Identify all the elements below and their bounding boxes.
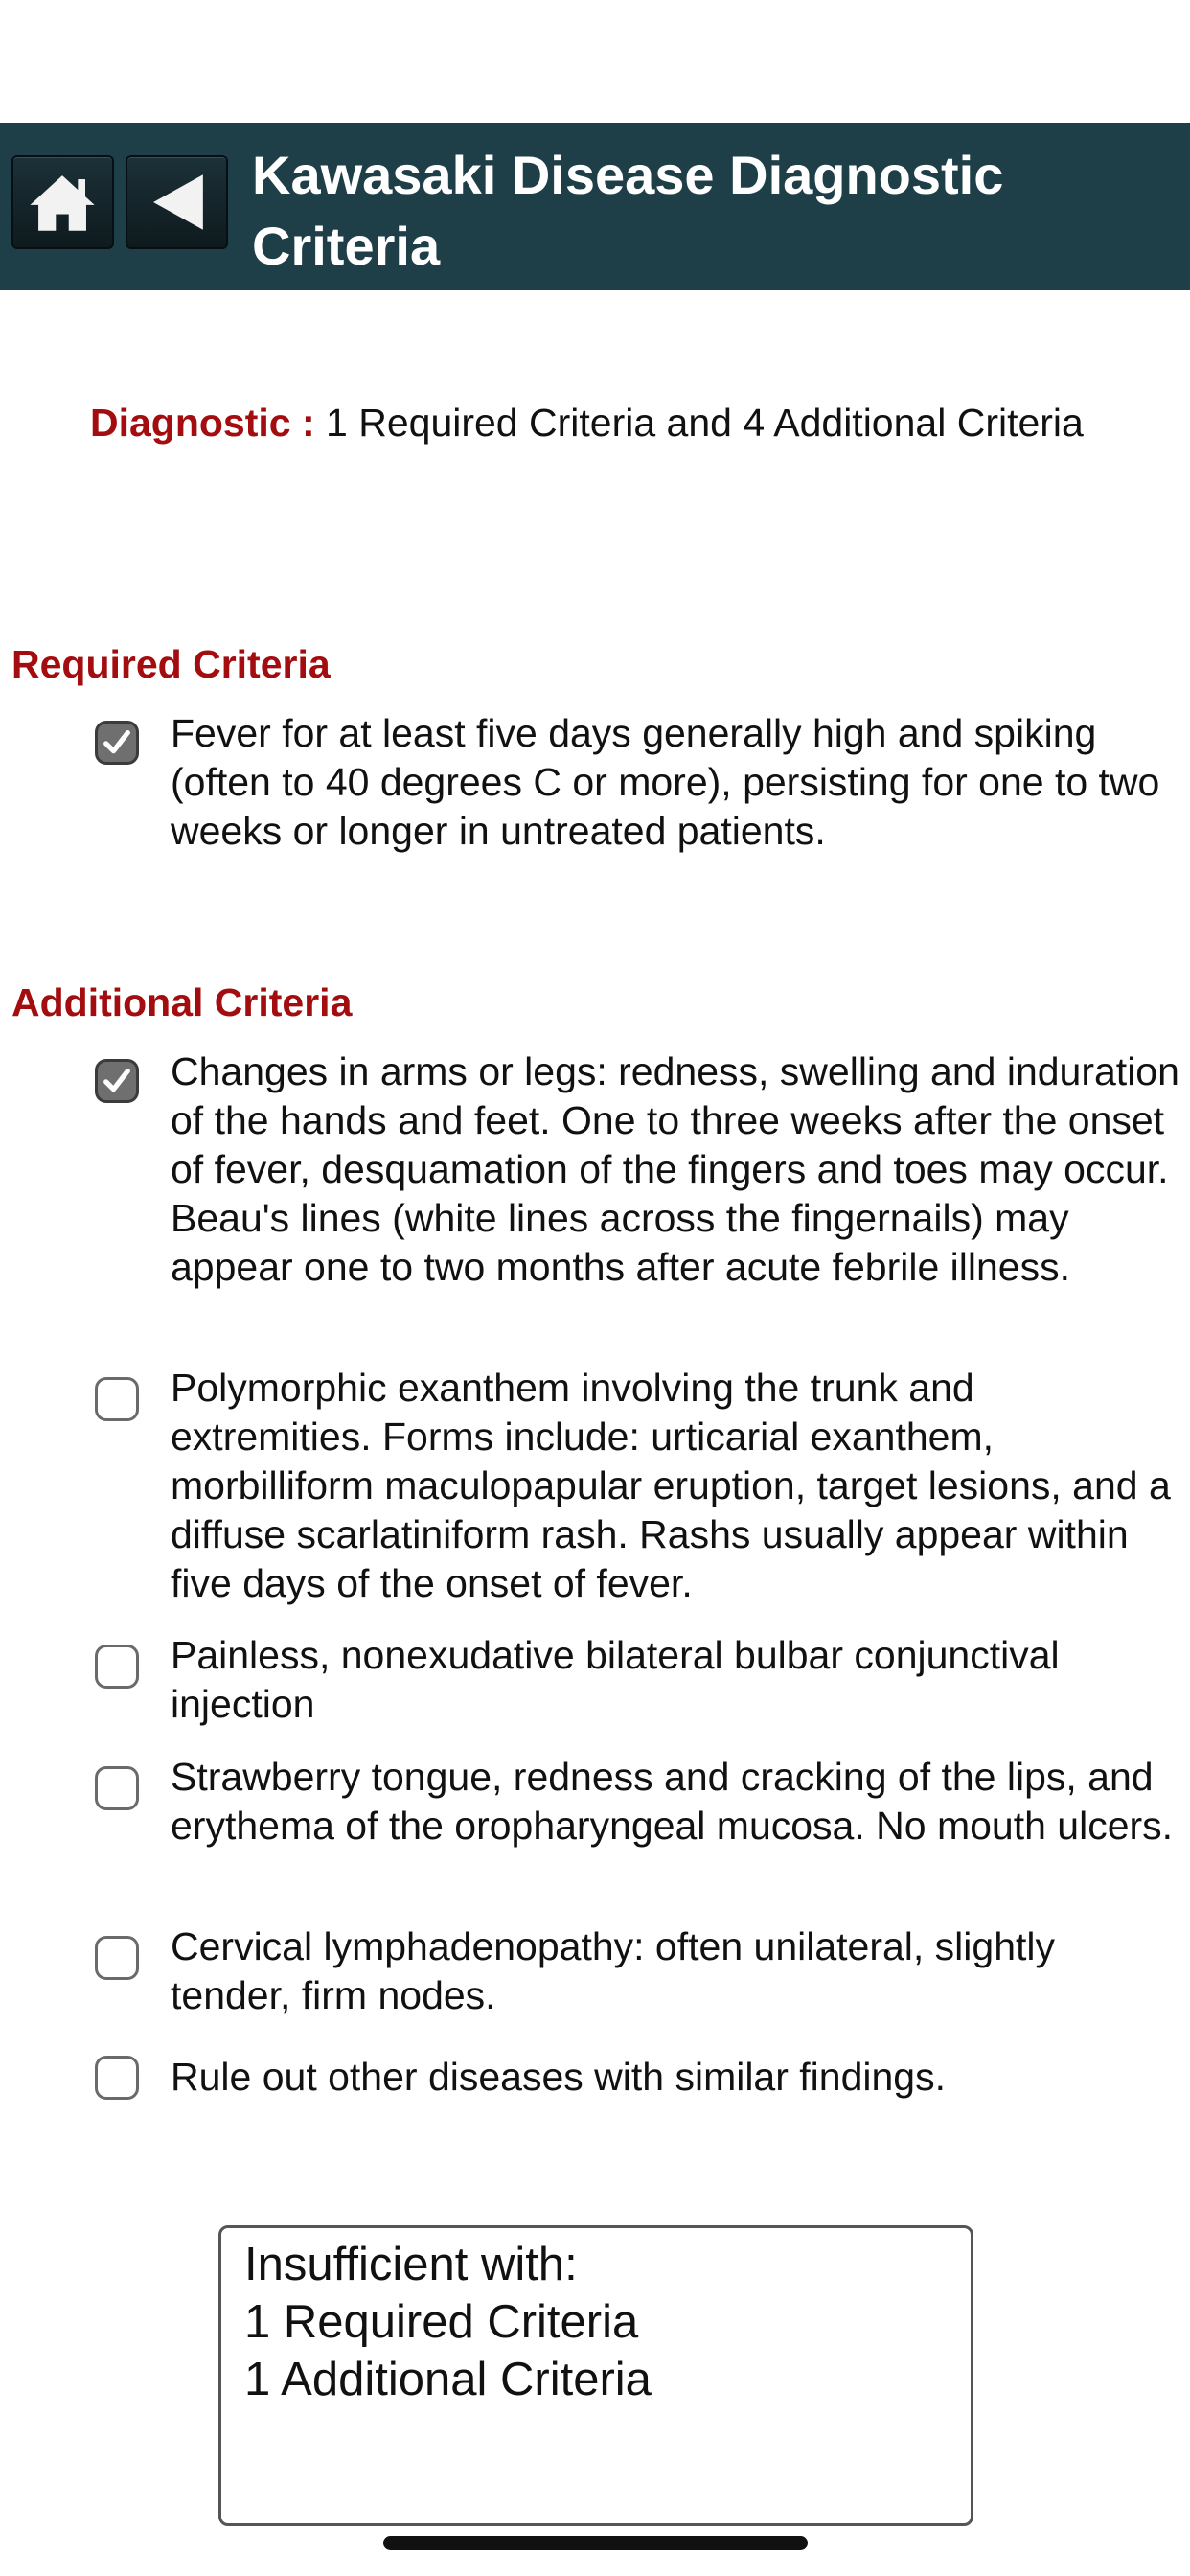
additional-criterion-checkbox[interactable]: [95, 1644, 139, 1689]
additional-criterion-checkbox[interactable]: [95, 1766, 139, 1810]
header-bar: [0, 123, 1190, 290]
additional-criterion-checkbox[interactable]: [95, 2056, 139, 2100]
home-indicator[interactable]: [383, 2536, 808, 2550]
required-criteria-heading: Required Criteria: [11, 642, 331, 686]
diagnostic-text: 1 Required Criteria and 4 Additional Criteria: [314, 401, 1084, 445]
criterion-text: Painless, nonexudative bilateral bulbar conjunctival injection: [171, 1633, 1060, 1726]
additional-criterion-checkbox[interactable]: [95, 1936, 139, 1980]
result-status: Insufficient with:: [244, 2239, 578, 2290]
home-icon: [13, 157, 112, 247]
additional-criterion-checkbox[interactable]: [95, 1059, 139, 1103]
checkmark-icon: [98, 724, 136, 762]
additional-criterion-checkbox[interactable]: [95, 1377, 139, 1421]
diagnostic-label: Diagnostic :: [90, 401, 315, 445]
back-arrow-icon: [127, 157, 226, 247]
result-additional-count: 1 Additional Criteria: [244, 2354, 652, 2405]
criterion-text: Rule out other diseases with similar findings.: [171, 2055, 946, 2099]
page-title: Kawasaki Disease Diagnostic Criteria: [252, 145, 1004, 276]
criterion-text: Cervical lymphadenopathy: often unilateral, slightly tender, firm nodes.: [171, 1924, 1056, 2017]
result-box: [218, 2225, 973, 2526]
additional-criteria-heading: Additional Criteria: [11, 980, 353, 1024]
back-button[interactable]: [126, 155, 228, 249]
result-required-count: 1 Required Criteria: [244, 2296, 639, 2348]
criterion-text: Strawberry tongue, redness and cracking of the lips, and erythema of the oropharyngeal mucosa. No mouth ulcers.: [171, 1755, 1174, 1848]
required-criterion-checkbox[interactable]: [95, 721, 139, 765]
home-button[interactable]: [11, 155, 114, 249]
criterion-text: Changes in arms or legs: redness, swelling and induration of the hands and feet. One to three weeks after the onset of fever, desquamation of the fingers and toes may occur. Beau's lines (white lines across the fingernails) may appear one to two months after acute febrile illness.: [171, 1049, 1179, 1289]
criterion-text: Fever for at least five days generally high and spiking (often to 40 degrees C or more), persisting for one to two weeks or longer in untreated patients.: [171, 711, 1160, 853]
checkmark-icon: [98, 1062, 136, 1100]
diagnostic-summary: [90, 399, 1084, 447]
criterion-text: Polymorphic exanthem involving the trunk and extremities. Forms include: urticarial exanthem, morbilliform maculopapular eruption, target lesions, and a diffuse scarlatiniform rash. Rashs usually appear within five days of the onset of fever.: [171, 1366, 1171, 1605]
